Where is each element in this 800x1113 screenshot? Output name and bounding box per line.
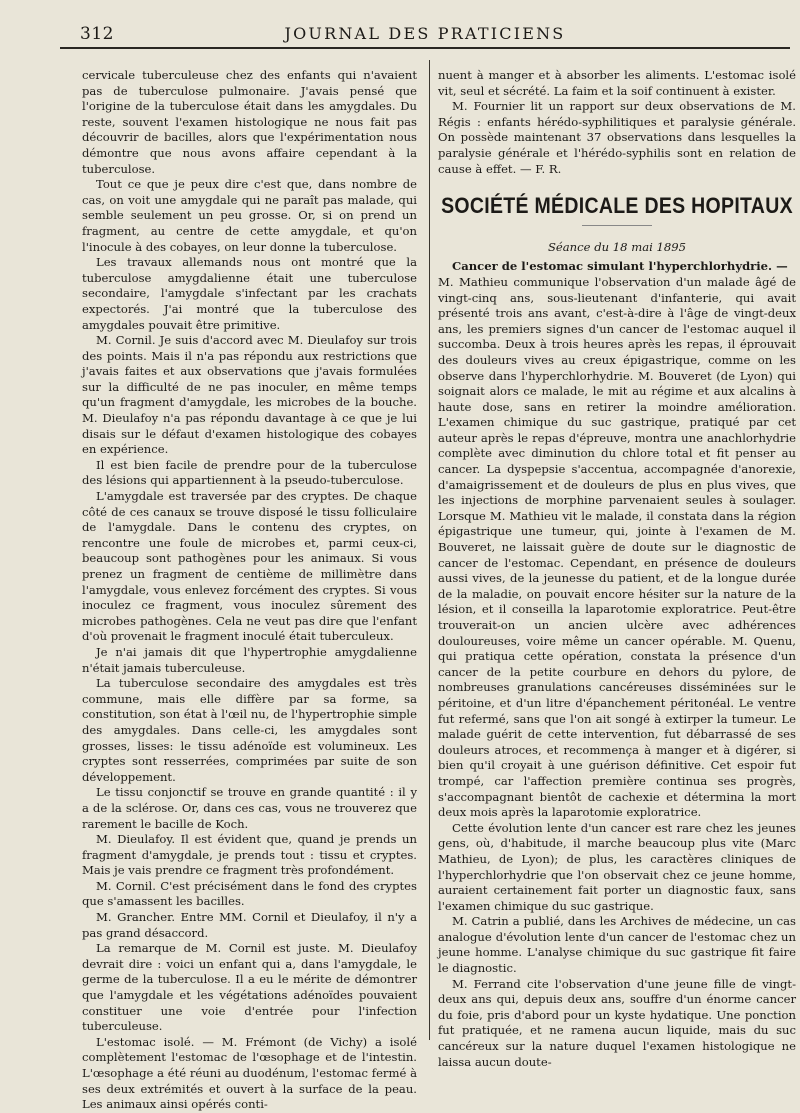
header-rule xyxy=(60,47,790,49)
paragraph: M. Mathieu communique l'observation d'un malade âgé de vingt-cinq ans, sous-lieutenant d'infanterie, qui avait présenté trois ans avant, c'est-à-dire à l'âge de vingt-deux ans, les premiers signes d'un cancer de l'estomac auquel il succomba. Deux à trois heures après les repas, il éprouvait des douleurs vives au creux épigastrique, comme on les observe dans l'hyperchlorhydrie. M. Bouveret (de Lyon) qui soignait alors ce malade, le mit au régime et aux alcalins à haute dose, sans en retirer la moindre amélioration. L'examen chimique du suc gastrique, pratiqué par cet auteur après le repas d'épreuve, montra une anachlorhydrie complète avec diminution du chlore total et fit penser au cancer. La dyspepsie s'accentua, accompagnée d'anorexie, d'amaigrissement et de douleurs de plus en plus vives, que les injections de morphine parvenaient seules à soulager. Lorsque M. Mathieu vit le malade, il constata dans la région épigastrique une tumeur, qui, jointe à l'examen de M. Bouveret, ne laissait guère de doute sur le diagnostic de cancer de l'estomac. Cependant, en présence de douleurs aussi vives, de la jeunesse du patient, et de la longue durée de la maladie, on pouvait encore hésiter sur la nature de la lésion, et il conseilla la laparotomie exploratrice. Peut-être trouverait-on un ancien ulcère avec adhérences douloureuses, voire même un cancer opérable. M. Quenu, qui pratiqua cette opération, constata la présence d'un cancer de la petite courbure en dehors du pylore, de nombreuses granulations cancéreuses disséminées sur le péritoine, et d'un litre d'épanchement péritonéal. Le ventre fut refermé, sans que l'on ait songé à extirper la tumeur. Le malade guérit de cette intervention, fut débarrassé de ses douleurs atroces, et recommença à manger et à digérer, si bien qu'il croyait à une guérison définitive. Cet espoir fut trompé, car l'affection première continua ses progrès, s'accompagnant bientôt de cachexie et détermina la mort deux mois après la laparotomie exploratrice. xyxy=(438,274,796,820)
right-column xyxy=(438,68,796,1070)
paragraph: M. Ferrand cite l'observation d'une jeune fille de vingt-deux ans qui, depuis deux ans, souffre d'un énorme cancer du foie, pris d'abord pour un kyste hydatique. Une ponction fut pratiquée, et ne ramena aucun liquide, mais du suc cancéreux sur la nature duquel l'examen histologique ne laissa aucun doute- xyxy=(438,976,796,1069)
paragraph: Les travaux allemands nous ont montré que la tuberculose amygdalienne était une tuberculose secondaire, l'amygdale s'infectant par les crachats expectorés. J'ai montré que la tuberculose des amygdales pouvait être primitive. xyxy=(82,255,417,332)
paragraph: M. Cornil. Je suis d'accord avec M. Dieulafoy sur trois des points. Mais il n'a pas répondu aux restrictions que j'avais faites et aux observations que j'avais formulées sur la difficulté de ne pas inoculer, en même temps qu'un fragment d'amygdale, les microbes de la bouche. M. Dieulafoy n'a pas répondu davantage à ce que je lui disais sur le défaut d'examen histologique des cobayes en expérience. xyxy=(82,333,417,457)
left-column xyxy=(82,68,417,1113)
section-title: SOCIÉTÉ MÉDICALE DES HOPITAUX xyxy=(441,193,793,219)
paragraph: M. Catrin a publié, dans les Archives de médecine, un cas analogue d'évolution lente d'un cancer de l'estomac chez un jeune homme. L'analyse chimique du suc gastrique fit faire le diagnostic. xyxy=(438,914,796,976)
paragraph: M. Fournier lit un rapport sur deux observations de M. Régis : enfants hérédo-syphilitiques et paralysie générale. On possède maintenant 37 observations dans lesquelles la paralysie générale et l'hérédo-syphilis sont en relation de cause à effet. — F. R. xyxy=(438,99,796,176)
paragraph: Tout ce que je peux dire c'est que, dans nombre de cas, on voit une amygdale qui ne paraît pas malade, qui semble seulement un peu grosse. Or, si on prend un fragment, au centre de cette amygdale, et qu'on l'inocule à des cobayes, on leur donne la tuberculose. xyxy=(82,177,417,254)
page-header xyxy=(60,22,790,46)
page-number: 312 xyxy=(80,24,114,44)
paragraph: Je n'ai jamais dit que l'hypertrophie amygdalienne n'était jamais tuberculeuse. xyxy=(82,644,417,675)
paragraph: M. Dieulafoy. Il est évident que, quand je prends un fragment d'amygdale, je prends tout : tissu et cryptes. Mais je vais prendre ce fragment très profondément. xyxy=(82,832,417,878)
paragraph: Il est bien facile de prendre pour de la tuberculose des lésions qui appartiennent à la pseudo-tuberculose. xyxy=(82,457,417,488)
paragraph: La tuberculose secondaire des amygdales est très commune, mais elle diffère par sa forme, sa constitution, son état à l'œil nu, de l'hypertrophie simple des amygdales. Dans celle-ci, les amygdales sont grosses, lisses: le tissu adénoïde est volumineux. Les cryptes sont resserrées, comprimées par suite de son développement. xyxy=(82,676,417,784)
section-divider xyxy=(582,225,652,226)
paragraph: M. Grancher. Entre MM. Cornil et Dieulafoy, il n'y a pas grand désaccord. xyxy=(82,910,417,940)
paragraph: L'amygdale est traversée par des cryptes. De chaque côté de ces canaux se trouve disposé le tissu folliculaire de l'amygdale. Dans le contenu des cryptes, on rencontre une foule de microbes et, parmi ceux-ci, beaucoup sont pathogènes pour les animaux. Si vous prenez un fragment de centième de millimètre dans l'amygdale, vous enlevez forcément des cryptes. Si vous inoculez ce fragment, vous inoculez sûrement des microbes pathogènes. Cela ne veut pas dire que l'enfant d'où provenait le fragment inoculé était tuberculeux. xyxy=(82,489,417,644)
journal-title: JOURNAL DES PRATICIENS xyxy=(284,24,566,43)
paragraph: La remarque de M. Cornil est juste. M. Dieulafoy devrait dire : voici un enfant qui a, dans l'amygdale, le germe de la tuberculose. Il a eu le mérite de démontrer que l'amygdale et les végétations adénoïdes pouvaient constituer une voie d'entrée pour l'infection tuberculeuse. xyxy=(82,941,417,1034)
paragraph: Cette évolution lente d'un cancer est rare chez les jeunes gens, où, d'habitude, il marche beaucoup plus vite (Marc Mathieu, de Lyon); de plus, les caractères cliniques de l'hyperchlorhydrie que l'on observait chez ce jeune homme, auraient certainement fait porter un diagnostic faux, sans l'examen chimique du suc gastrique. xyxy=(438,820,796,913)
article-heading: Cancer de l'estomac simulant l'hyperchlorhydrie. — xyxy=(452,259,788,274)
column-divider xyxy=(429,60,430,1040)
paragraph: M. Cornil. C'est précisément dans le fond des cryptes que s'amassent les bacilles. xyxy=(82,878,417,909)
session-date: Séance du 18 mai 1895 xyxy=(547,239,687,254)
paragraph: nuent à manger et à absorber les aliments. L'estomac isolé vit, seul et sécrété. La faim et la soif continuent à exister. xyxy=(438,68,796,98)
paragraph: cervicale tuberculeuse chez des enfants qui n'avaient pas de tuberculose pulmonaire. J'avais pensé que l'origine de la tuberculose était dans les amygdales. Du reste, souvent l'examen histologique ne nous fait pas découvrir de bacilles, alors que l'expérimentation nous démontre que nous avons affaire cependant à la tuberculose. xyxy=(82,68,417,176)
paragraph: Le tissu conjonctif se trouve en grande quantité : il y a de la sclérose. Or, dans ces cas, vous ne trouverez que rarement le bacille de Koch. xyxy=(82,785,417,831)
paragraph: L'estomac isolé. — M. Frémont (de Vichy) a isolé complètement l'estomac de l'œsophage et de l'intestin. L'œsophage a été réuni au duodénum, l'estomac fermé à ses deux extrémités et ouvert à la surface de la peau. Les animaux ainsi opérés conti- xyxy=(82,1034,417,1112)
